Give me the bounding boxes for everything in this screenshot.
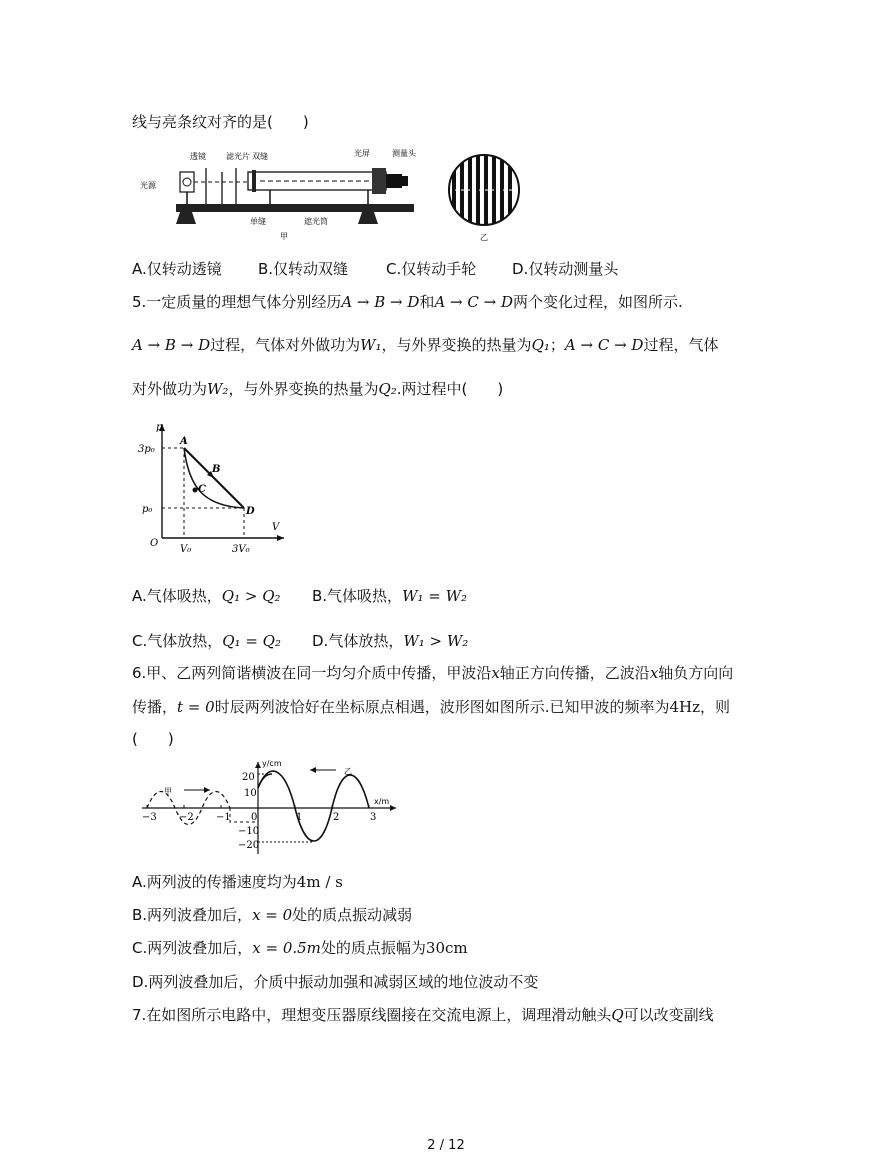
point-a-label: A	[180, 436, 188, 447]
label-screen: 光屏	[354, 149, 370, 158]
y-axis-label: y/cm	[262, 759, 282, 768]
jia-wave-label: 甲	[164, 787, 172, 796]
label-tube: 遮光筒	[304, 217, 328, 226]
label-measuring-head: 测量头	[392, 149, 416, 158]
q6-option-b: B.两列波叠加后，x = 0处的质点振动减弱	[132, 906, 413, 924]
q6-stem-line-3: ( )	[132, 730, 174, 748]
label-lens: 透镜	[190, 152, 206, 161]
q4-stem-line: 线与亮条纹对齐的是( )	[132, 113, 309, 131]
page-number: 2 / 12	[427, 1138, 465, 1153]
x-tick-label: 2	[333, 812, 340, 823]
q5-stem-line-1: 5.一定质量的理想气体分别经历A → B → D和A → C → D两个变化过程，如图所示.	[132, 293, 683, 311]
origin-label: O	[150, 538, 159, 549]
tick-p0: p₀	[142, 504, 153, 515]
q4-option-b: B.仅转动双缝	[258, 260, 349, 278]
q6-option-c: C.两列波叠加后，x = 0.5m处的质点振幅为30cm	[132, 939, 468, 957]
q5-stem-line-2: A → B → D过程，气体对外做功为W₁，与外界变换的热量为Q₁；A → C → D过程，气体	[132, 336, 719, 354]
x-tick-label: −2	[179, 812, 194, 823]
q5-option-d: D.气体放热，W₁ > W₂	[312, 632, 469, 650]
y-tick-label: −20	[238, 840, 260, 851]
q5-option-b: B.气体吸热，W₁ = W₂	[312, 587, 468, 605]
tick-v0: V₀	[180, 544, 192, 555]
point-b-label: B	[212, 464, 221, 475]
label-light-source: 光源	[140, 181, 156, 190]
y-tick-label: −10	[238, 826, 260, 837]
label-filter: 滤光片	[226, 152, 250, 161]
label-double-slit: 双缝	[252, 152, 268, 161]
q6-option-d: D.两列波叠加后，介质中振动加强和减弱区域的地位波动不变	[132, 973, 539, 991]
interference-apparatus-figure	[140, 142, 420, 244]
tick-3p0: 3p₀	[138, 444, 155, 455]
q4-option-d: D.仅转动测量头	[512, 260, 619, 278]
x-tick-label: 1	[296, 812, 303, 823]
q6-stem-line-1: 6.甲、乙两列简谐横波在同一均匀介质中传播，甲波沿x轴正方向传播，乙波沿x轴负方向向	[132, 664, 734, 682]
tick-3v0: 3V₀	[232, 544, 250, 555]
point-d-label: D	[246, 506, 255, 517]
x-tick-label: 3	[370, 812, 377, 823]
wave-graph	[138, 758, 400, 858]
p-axis-label: p	[156, 422, 163, 433]
label-single-slit: 单缝	[250, 217, 266, 226]
yi-wave-label: 乙	[344, 767, 352, 776]
q7-stem-line-1: 7.在如图所示电路中，理想变压器原线圈接在交流电源上，调理滑动触头Q可以改变副线	[132, 1006, 714, 1024]
q4-option-c: C.仅转动手轮	[386, 260, 477, 278]
y-tick-label: 20	[242, 772, 255, 783]
v-axis-label: V	[272, 522, 280, 533]
point-c-label: C	[198, 484, 206, 495]
q4-option-a: A.仅转动透镜	[132, 260, 222, 278]
x-tick-label: −1	[216, 812, 231, 823]
pv-diagram	[134, 418, 294, 558]
q5-stem-line-3: 对外做功为W₂，与外界变换的热量为Q₂.两过程中( )	[132, 380, 504, 398]
x-axis-label: x/m	[374, 797, 390, 806]
q5-option-a: A.气体吸热，Q₁ > Q₂	[132, 587, 281, 605]
q6-stem-line-2: 传播，t = 0时辰两列波恰好在坐标原点相遇，波形图如图所示.已知甲波的频率为4Hz，则	[132, 698, 731, 716]
x-tick-label: 0	[251, 812, 258, 823]
q6-option-a: A.两列波的传播速度均为4m / s	[132, 873, 343, 891]
fringe-pattern-figure	[444, 152, 534, 242]
q5-option-c: C.气体放热，Q₁ = Q₂	[132, 632, 281, 650]
y-tick-label: 10	[244, 788, 257, 799]
label-yi: 乙	[480, 233, 488, 242]
x-tick-label: −3	[142, 812, 157, 823]
label-jia: 甲	[280, 232, 288, 241]
